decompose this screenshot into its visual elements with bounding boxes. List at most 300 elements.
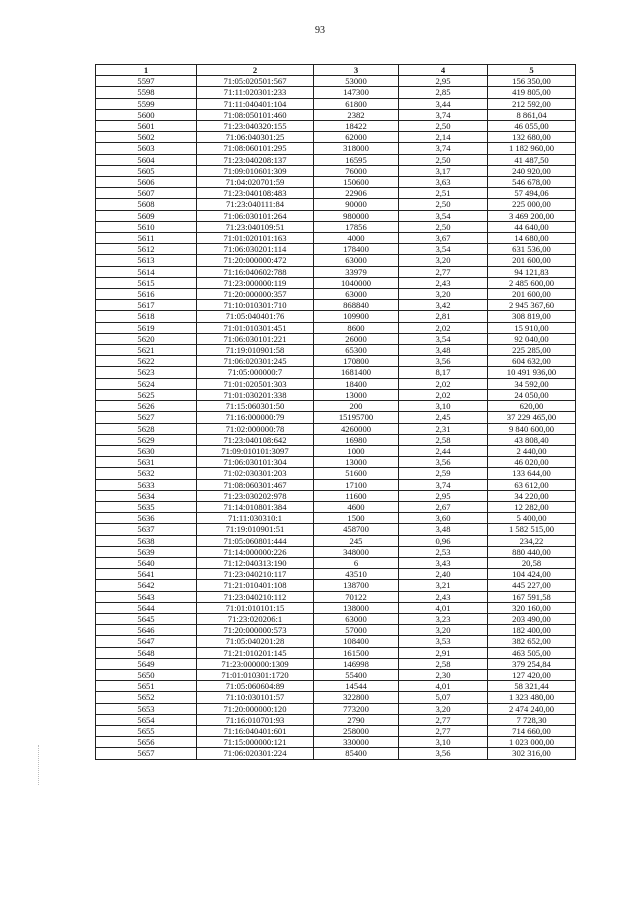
table-cell: 1 582 515,00 — [488, 524, 576, 535]
table-cell: 5645 — [96, 613, 197, 624]
table-cell: 5643 — [96, 591, 197, 602]
table-cell: 2,40 — [399, 569, 488, 580]
table-cell: 5609 — [96, 210, 197, 221]
table-cell: 12 282,00 — [488, 501, 576, 512]
table-cell: 3,54 — [399, 210, 488, 221]
table-cell: 308 819,00 — [488, 311, 576, 322]
table-row — [96, 401, 576, 412]
table-cell: 5597 — [96, 76, 197, 87]
table-cell: 57000 — [314, 625, 399, 636]
table-row — [96, 501, 576, 512]
table-cell: 463 505,00 — [488, 647, 576, 658]
table-row — [96, 557, 576, 568]
table-cell: 71:06:030201:114 — [197, 244, 314, 255]
table-cell: 3,20 — [399, 289, 488, 300]
table-cell: 3,10 — [399, 737, 488, 748]
table-cell: 5606 — [96, 177, 197, 188]
table-cell: 15195700 — [314, 412, 399, 423]
table-cell: 33979 — [314, 266, 399, 277]
table-cell: 2,50 — [399, 121, 488, 132]
table-cell: 3,56 — [399, 457, 488, 468]
table-cell: 138000 — [314, 602, 399, 613]
table-cell: 5630 — [96, 445, 197, 456]
table-cell: 5619 — [96, 322, 197, 333]
table-row — [96, 165, 576, 176]
table-row — [96, 546, 576, 557]
table-cell: 5647 — [96, 636, 197, 647]
table-cell: 1 023 000,00 — [488, 737, 576, 748]
table-cell: 55400 — [314, 669, 399, 680]
table-cell: 2,53 — [399, 546, 488, 557]
table-cell: 71:23:040108:483 — [197, 188, 314, 199]
table-cell: 9 840 600,00 — [488, 423, 576, 434]
table-cell: 34 220,00 — [488, 490, 576, 501]
table-cell: 132 680,00 — [488, 132, 576, 143]
table-cell: 5612 — [96, 244, 197, 255]
table-cell: 46 055,00 — [488, 121, 576, 132]
table-cell: 71:15:060301:50 — [197, 401, 314, 412]
table-cell: 43 808,40 — [488, 434, 576, 445]
table-cell: 5624 — [96, 378, 197, 389]
scan-artifact — [38, 745, 41, 785]
table-cell: 61800 — [314, 98, 399, 109]
table-cell: 63000 — [314, 255, 399, 266]
table-cell: 71:04:020701:59 — [197, 177, 314, 188]
table-cell: 58 321,44 — [488, 681, 576, 692]
table-cell: 8,17 — [399, 367, 488, 378]
table-cell: 631 536,00 — [488, 244, 576, 255]
table-cell: 3,10 — [399, 401, 488, 412]
table-cell: 5623 — [96, 367, 197, 378]
table-cell: 2382 — [314, 109, 399, 120]
table-cell: 2 474 240,00 — [488, 703, 576, 714]
table-cell: 133 644,00 — [488, 468, 576, 479]
column-header: 1 — [96, 65, 197, 76]
table-cell: 15 910,00 — [488, 322, 576, 333]
table-cell: 71:16:040401:601 — [197, 725, 314, 736]
table-row — [96, 647, 576, 658]
table-cell: 71:20:000000:573 — [197, 625, 314, 636]
table-cell: 2 440,00 — [488, 445, 576, 456]
table-cell: 71:05:060604:89 — [197, 681, 314, 692]
table-cell: 71:08:050101:460 — [197, 109, 314, 120]
table-cell: 203 490,00 — [488, 613, 576, 624]
table-cell: 62000 — [314, 132, 399, 143]
table-cell: 3,74 — [399, 479, 488, 490]
table-cell: 71:14:000000:226 — [197, 546, 314, 557]
table-cell: 200 — [314, 401, 399, 412]
table-row — [96, 132, 576, 143]
table-cell: 3,56 — [399, 748, 488, 759]
table-cell: 22906 — [314, 188, 399, 199]
table-cell: 156 350,00 — [488, 76, 576, 87]
table-cell: 13000 — [314, 457, 399, 468]
table-cell: 240 920,00 — [488, 165, 576, 176]
table-row — [96, 210, 576, 221]
table-cell: 330000 — [314, 737, 399, 748]
table-cell: 71:23:020206:1 — [197, 613, 314, 624]
table-row — [96, 625, 576, 636]
table-cell: 71:21:010201:145 — [197, 647, 314, 658]
table-cell: 3,60 — [399, 513, 488, 524]
table-cell: 5608 — [96, 199, 197, 210]
table-cell: 2,50 — [399, 199, 488, 210]
table-row — [96, 255, 576, 266]
table-cell: 71:06:020301:224 — [197, 748, 314, 759]
table-cell: 5633 — [96, 479, 197, 490]
table-cell: 63000 — [314, 613, 399, 624]
table-cell: 2,95 — [399, 76, 488, 87]
table-cell: 5638 — [96, 535, 197, 546]
table-cell: 71:01:030201:338 — [197, 389, 314, 400]
table-cell: 5628 — [96, 423, 197, 434]
table-cell: 5618 — [96, 311, 197, 322]
table-cell: 71:09:010101:3097 — [197, 445, 314, 456]
table-cell: 458700 — [314, 524, 399, 535]
table-cell: 201 600,00 — [488, 255, 576, 266]
table-cell: 5622 — [96, 356, 197, 367]
page-number: 93 — [315, 25, 325, 36]
table-cell: 71:01:010301:1720 — [197, 669, 314, 680]
table-cell: 71:14:010801:384 — [197, 501, 314, 512]
table-cell: 71:23:040109:51 — [197, 221, 314, 232]
table-cell: 51600 — [314, 468, 399, 479]
table-cell: 714 660,00 — [488, 725, 576, 736]
table-cell: 3,17 — [399, 165, 488, 176]
table-cell: 773200 — [314, 703, 399, 714]
table-cell: 18422 — [314, 121, 399, 132]
table-cell: 17100 — [314, 479, 399, 490]
table-row — [96, 277, 576, 288]
table-cell: 1500 — [314, 513, 399, 524]
table-row — [96, 389, 576, 400]
table-cell: 57 494,06 — [488, 188, 576, 199]
table-cell: 178400 — [314, 244, 399, 255]
table-cell: 382 652,00 — [488, 636, 576, 647]
table-cell: 71:05:060801:444 — [197, 535, 314, 546]
table-row — [96, 535, 576, 546]
table-cell: 5616 — [96, 289, 197, 300]
table-cell: 225 000,00 — [488, 199, 576, 210]
table-cell: 5655 — [96, 725, 197, 736]
table-cell: 71:23:040108:642 — [197, 434, 314, 445]
table-cell: 71:23:040320:155 — [197, 121, 314, 132]
table-cell: 71:05:020501:567 — [197, 76, 314, 87]
table-cell: 5610 — [96, 221, 197, 232]
table-row — [96, 412, 576, 423]
table-cell: 3,42 — [399, 300, 488, 311]
table-cell: 14544 — [314, 681, 399, 692]
table-cell: 20,58 — [488, 557, 576, 568]
table-row — [96, 177, 576, 188]
table-cell: 201 600,00 — [488, 289, 576, 300]
table-row — [96, 513, 576, 524]
table-cell: 2,81 — [399, 311, 488, 322]
table-cell: 318000 — [314, 143, 399, 154]
table-cell: 71:23:040210:112 — [197, 591, 314, 602]
table-cell: 71:05:040201:28 — [197, 636, 314, 647]
table-cell: 5598 — [96, 87, 197, 98]
table-cell: 5611 — [96, 233, 197, 244]
table-cell: 5 400,00 — [488, 513, 576, 524]
table-cell: 70122 — [314, 591, 399, 602]
table-cell: 5634 — [96, 490, 197, 501]
table-cell: 85400 — [314, 748, 399, 759]
table-cell: 3,20 — [399, 625, 488, 636]
table-cell: 5607 — [96, 188, 197, 199]
table-cell: 71:01:010301:451 — [197, 322, 314, 333]
table-cell: 4000 — [314, 233, 399, 244]
table-row — [96, 658, 576, 669]
table-cell: 182 400,00 — [488, 625, 576, 636]
table-cell: 212 592,00 — [488, 98, 576, 109]
table-cell: 2790 — [314, 714, 399, 725]
table-row — [96, 87, 576, 98]
table-cell: 138700 — [314, 580, 399, 591]
table-cell: 2,51 — [399, 188, 488, 199]
table-cell: 2,59 — [399, 468, 488, 479]
table-cell: 16595 — [314, 154, 399, 165]
table-cell: 1 323 480,00 — [488, 692, 576, 703]
table-cell: 1040000 — [314, 277, 399, 288]
table-cell: 3,74 — [399, 143, 488, 154]
table-cell: 3,63 — [399, 177, 488, 188]
table-row — [96, 602, 576, 613]
table-row — [96, 468, 576, 479]
table-cell: 2,85 — [399, 87, 488, 98]
table-cell: 5654 — [96, 714, 197, 725]
table-cell: 46 020,00 — [488, 457, 576, 468]
table-cell: 2,77 — [399, 266, 488, 277]
table-cell: 2,14 — [399, 132, 488, 143]
table-cell: 71:05:040401:76 — [197, 311, 314, 322]
table-cell: 71:15:000000:121 — [197, 737, 314, 748]
table-cell: 71:02:030301:203 — [197, 468, 314, 479]
table-cell: 302 316,00 — [488, 748, 576, 759]
table-cell: 41 487,50 — [488, 154, 576, 165]
table-cell: 71:01:010101:15 — [197, 602, 314, 613]
table-cell: 322800 — [314, 692, 399, 703]
table-cell: 8 861,04 — [488, 109, 576, 120]
table-row — [96, 221, 576, 232]
table-cell: 71:02:000000:78 — [197, 423, 314, 434]
table-row — [96, 300, 576, 311]
table-row — [96, 692, 576, 703]
table-row — [96, 154, 576, 165]
table-cell: 3,20 — [399, 703, 488, 714]
column-header: 3 — [314, 65, 399, 76]
table-cell: 3,44 — [399, 98, 488, 109]
table-cell: 258000 — [314, 725, 399, 736]
table-cell: 2,58 — [399, 434, 488, 445]
table-cell: 5620 — [96, 333, 197, 344]
table-cell: 5656 — [96, 737, 197, 748]
table-cell: 63 612,00 — [488, 479, 576, 490]
table-row — [96, 524, 576, 535]
table-cell: 5648 — [96, 647, 197, 658]
table-cell: 1000 — [314, 445, 399, 456]
table-cell: 90000 — [314, 199, 399, 210]
table-row — [96, 233, 576, 244]
table-cell: 604 632,00 — [488, 356, 576, 367]
table-cell: 379 254,84 — [488, 658, 576, 669]
table-row — [96, 289, 576, 300]
column-header: 5 — [488, 65, 576, 76]
table-cell: 71:06:030101:304 — [197, 457, 314, 468]
table-cell: 71:06:020301:245 — [197, 356, 314, 367]
table-cell: 71:05:000000:7 — [197, 367, 314, 378]
table-row — [96, 725, 576, 736]
table-cell: 445 227,00 — [488, 580, 576, 591]
table-cell: 2,30 — [399, 669, 488, 680]
table-cell: 2,77 — [399, 714, 488, 725]
table-cell: 71:11:020301:233 — [197, 87, 314, 98]
table-cell: 37 229 465,00 — [488, 412, 576, 423]
table-cell: 71:11:040401:104 — [197, 98, 314, 109]
table-cell: 26000 — [314, 333, 399, 344]
table-cell: 5646 — [96, 625, 197, 636]
table-row — [96, 479, 576, 490]
table-cell: 71:23:040208:137 — [197, 154, 314, 165]
table-cell: 167 591,58 — [488, 591, 576, 602]
table-cell: 2,91 — [399, 647, 488, 658]
table-cell: 71:08:060101:295 — [197, 143, 314, 154]
table-row — [96, 457, 576, 468]
table-cell: 2,50 — [399, 154, 488, 165]
table-row — [96, 669, 576, 680]
table-cell: 3,20 — [399, 255, 488, 266]
table-row — [96, 423, 576, 434]
table-cell: 5649 — [96, 658, 197, 669]
table-cell: 3,48 — [399, 345, 488, 356]
table-cell: 3,23 — [399, 613, 488, 624]
table-cell: 5601 — [96, 121, 197, 132]
table-cell: 5652 — [96, 692, 197, 703]
table-cell: 34 592,00 — [488, 378, 576, 389]
table-body — [96, 76, 576, 759]
table-cell: 3,53 — [399, 636, 488, 647]
table-cell: 5641 — [96, 569, 197, 580]
table-cell: 76000 — [314, 165, 399, 176]
table-cell: 5651 — [96, 681, 197, 692]
table-cell: 5636 — [96, 513, 197, 524]
table-row — [96, 188, 576, 199]
table-cell: 2,43 — [399, 591, 488, 602]
table-cell: 5625 — [96, 389, 197, 400]
table-cell: 320 160,00 — [488, 602, 576, 613]
table-cell: 2 945 367,60 — [488, 300, 576, 311]
table-cell: 4600 — [314, 501, 399, 512]
table-cell: 104 424,00 — [488, 569, 576, 580]
table-cell: 5603 — [96, 143, 197, 154]
table-cell: 170800 — [314, 356, 399, 367]
table-cell: 10 491 936,00 — [488, 367, 576, 378]
table-cell: 147300 — [314, 87, 399, 98]
table-cell: 5632 — [96, 468, 197, 479]
table-cell: 71:19:010901:51 — [197, 524, 314, 535]
table-cell: 53000 — [314, 76, 399, 87]
table-cell: 71:16:010701:93 — [197, 714, 314, 725]
table-row — [96, 367, 576, 378]
table-row — [96, 681, 576, 692]
table-cell: 5626 — [96, 401, 197, 412]
table-cell: 71:06:040301:25 — [197, 132, 314, 143]
table-row — [96, 199, 576, 210]
table-cell: 71:06:030101:264 — [197, 210, 314, 221]
table-cell: 5637 — [96, 524, 197, 535]
table-cell: 71:10:010301:710 — [197, 300, 314, 311]
table-cell: 24 050,00 — [488, 389, 576, 400]
table-cell: 14 680,00 — [488, 233, 576, 244]
column-header: 4 — [399, 65, 488, 76]
table-cell: 5613 — [96, 255, 197, 266]
table-cell: 146998 — [314, 658, 399, 669]
table-cell: 5615 — [96, 277, 197, 288]
table-cell: 150600 — [314, 177, 399, 188]
table-row — [96, 311, 576, 322]
table-cell: 2,43 — [399, 277, 488, 288]
table-cell: 3 469 200,00 — [488, 210, 576, 221]
table-row — [96, 345, 576, 356]
table-cell: 6 — [314, 557, 399, 568]
table-row — [96, 109, 576, 120]
table-cell: 71:09:010601:309 — [197, 165, 314, 176]
table-cell: 3,54 — [399, 244, 488, 255]
table-cell: 3,54 — [399, 333, 488, 344]
table-cell: 3,67 — [399, 233, 488, 244]
table-cell: 2,02 — [399, 389, 488, 400]
table-cell: 4,01 — [399, 602, 488, 613]
table-cell: 5600 — [96, 109, 197, 120]
table-header-row — [96, 65, 576, 76]
table-cell: 108400 — [314, 636, 399, 647]
table-cell: 2,50 — [399, 221, 488, 232]
table-cell: 71:23:000000:119 — [197, 277, 314, 288]
table-cell: 71:08:060301:467 — [197, 479, 314, 490]
table-cell: 5657 — [96, 748, 197, 759]
table-cell: 4260000 — [314, 423, 399, 434]
table-row — [96, 98, 576, 109]
table-cell: 43510 — [314, 569, 399, 580]
table-cell: 3,43 — [399, 557, 488, 568]
table-row — [96, 591, 576, 602]
table-cell: 161500 — [314, 647, 399, 658]
table-cell: 225 285,00 — [488, 345, 576, 356]
table-cell: 2,44 — [399, 445, 488, 456]
table-cell: 5614 — [96, 266, 197, 277]
table-row — [96, 490, 576, 501]
table-cell: 620,00 — [488, 401, 576, 412]
table-row — [96, 569, 576, 580]
table-cell: 5642 — [96, 580, 197, 591]
table-cell: 546 678,00 — [488, 177, 576, 188]
table-row — [96, 266, 576, 277]
table-cell: 245 — [314, 535, 399, 546]
table-cell: 2,02 — [399, 378, 488, 389]
data-table — [95, 64, 576, 760]
table-cell: 5639 — [96, 546, 197, 557]
column-header: 2 — [197, 65, 314, 76]
table-cell: 5599 — [96, 98, 197, 109]
table-cell: 8600 — [314, 322, 399, 333]
table-cell: 7 728,30 — [488, 714, 576, 725]
table-cell: 71:20:000000:120 — [197, 703, 314, 714]
table-cell: 71:01:020101:163 — [197, 233, 314, 244]
table-cell: 419 805,00 — [488, 87, 576, 98]
table-cell: 2,67 — [399, 501, 488, 512]
table-cell: 17856 — [314, 221, 399, 232]
table-row — [96, 244, 576, 255]
